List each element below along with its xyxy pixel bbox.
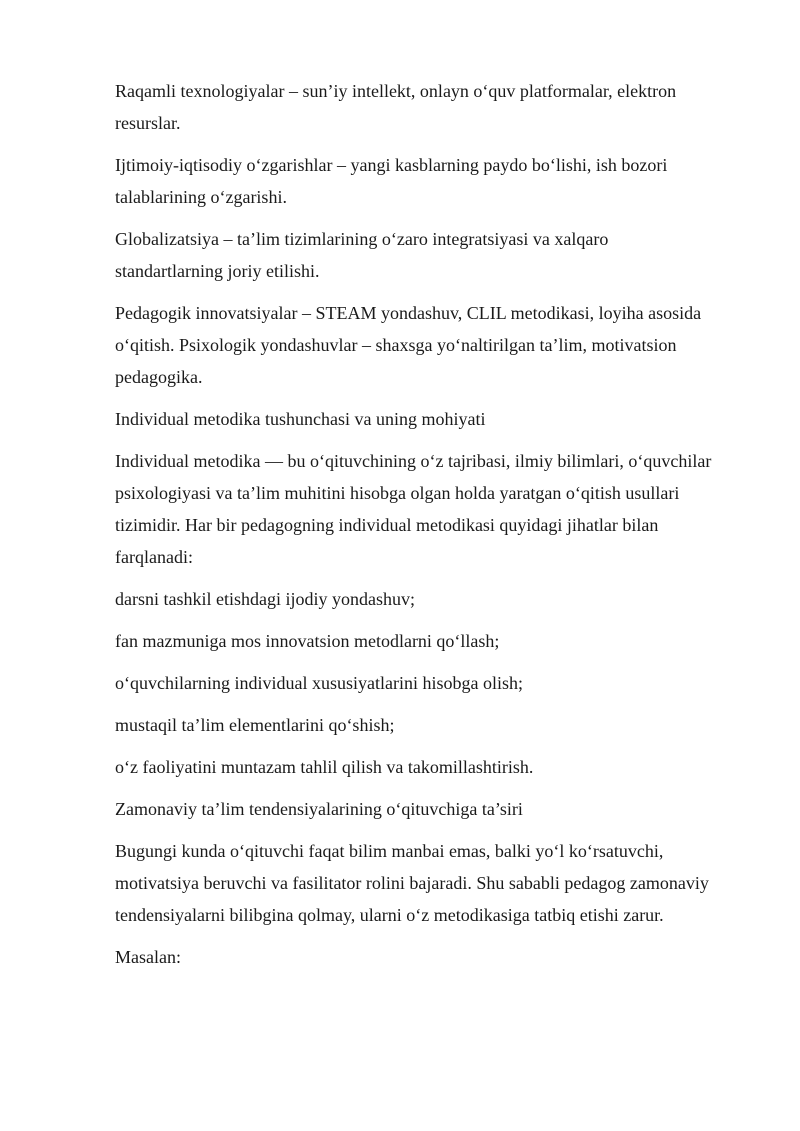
list-item-individual-features: o‘quvchilarning individual xususiyatlarini hisobga olish; [115,673,523,693]
document-body [115,75,715,983]
paragraph-socio-economic-changes: Ijtimoiy-iqtisodiy o‘zgarishlar – yangi kasblarning paydo bo‘lishi, ish bozori talablarining o‘zgarishi. [115,155,668,207]
paragraph-example-lead: Masalan: [115,947,181,967]
list-item-innovative-methods: fan mazmuniga mos innovatsion metodlarni qo‘llash; [115,631,500,651]
paragraph-individual-methodology-definition: Individual metodika — bu o‘qituvchining o‘z tajribasi, ilmiy bilimlari, o‘quvchilar psixologiyasi va ta’lim muhitini hisobga olgan holda yaratgan o‘qitish usullari tizimidir. Har bir pedagogning individual metodikasi quyidagi jihatlar bilan farqlanadi: [115,451,712,567]
paragraph-teacher-role: Bugungi kunda o‘qituvchi faqat bilim manbai emas, balki yo‘l ko‘rsatuvchi, motivatsiya beruvchi va fasilitator rolini bajaradi. Shu sababli pedagog zamonaviy tendensiyalarni bilibgina qolmay, ularni o‘z metodikasiga tatbiq etishi zarur. [115,841,709,925]
section-heading-individual-methodology: Individual metodika tushunchasi va uning mohiyati [115,409,486,429]
list-item-self-analysis: o‘z faoliyatini muntazam tahlil qilish va takomillashtirish. [115,757,534,777]
paragraph-globalization: Globalizatsiya – ta’lim tizimlarining o‘zaro integratsiyasi va xalqaro standartlarning joriy etilishi. [115,229,609,281]
paragraph-digital-technologies: Raqamli texnologiyalar – sun’iy intellekt, onlayn o‘quv platformalar, elektron resurslar. [115,81,677,133]
section-heading-modern-trends: Zamonaviy ta’lim tendensiyalarining o‘qituvchiga ta’siri [115,799,523,819]
list-item-creative-approach: darsni tashkil etishdagi ijodiy yondashuv; [115,589,415,609]
paragraph-pedagogical-innovations: Pedagogik innovatsiyalar – STEAM yondashuv, CLIL metodikasi, loyiha asosida o‘qitish. Psixologik yondashuvlar – shaxsga yo‘naltirilgan ta’lim, motivatsion pedagogika. [115,303,702,387]
list-item-independent-learning: mustaqil ta’lim elementlarini qo‘shish; [115,715,395,735]
